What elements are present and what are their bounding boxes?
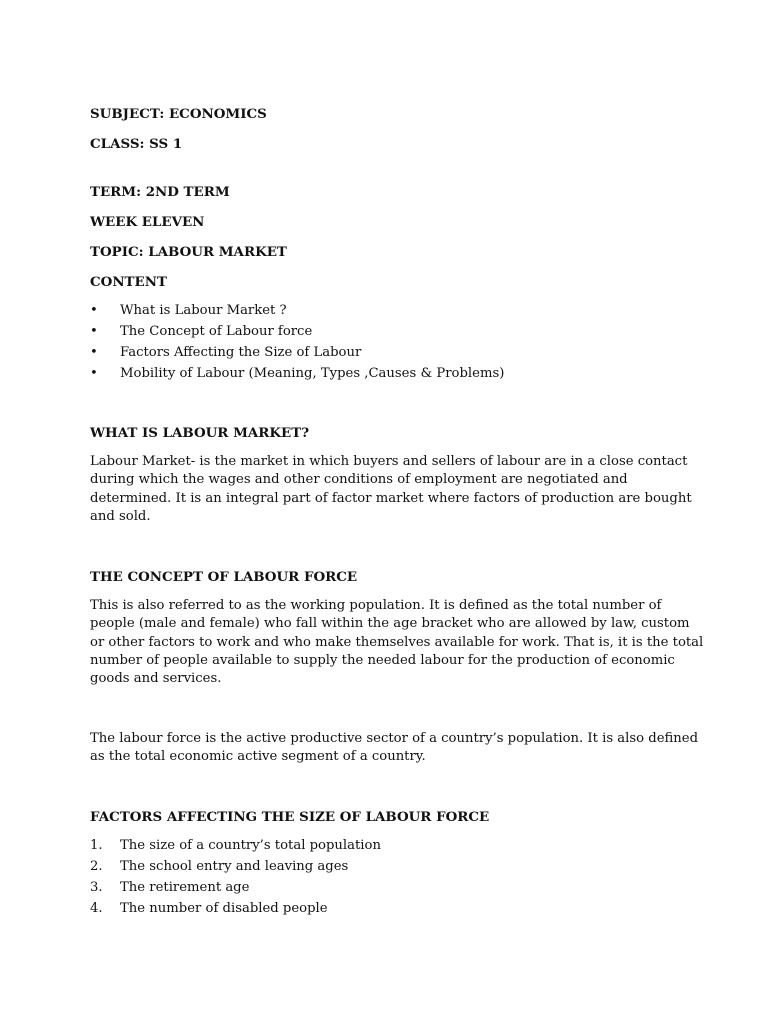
list-item-text: Mobility of Labour (Meaning, Types ,Causes & Problems) — [120, 366, 505, 381]
list-number: 1. — [90, 838, 103, 853]
week-line: WEEK ELEVEN — [90, 214, 205, 230]
paragraph-line: This is also referred to as the working population. It is defined as the total number of — [90, 598, 662, 613]
bullet-marker: • — [90, 366, 98, 381]
paragraph-line: The labour force is the active productive sector of a country’s population. It is also defined — [90, 731, 699, 746]
bullet-marker: • — [90, 345, 98, 360]
subject-line: SUBJECT: ECONOMICS — [90, 106, 267, 122]
list-item-text: The school entry and leaving ages — [120, 859, 349, 874]
labour-force-paragraph-1 — [90, 597, 704, 688]
list-item-text: The Concept of Labour force — [120, 324, 313, 339]
list-item-text: The retirement age — [120, 880, 250, 895]
list-item-text: The number of disabled people — [120, 901, 328, 916]
term-line: TERM: 2ND TERM — [90, 184, 230, 200]
paragraph-line: Labour Market- is the market in which buyers and sellers of labour are in a close contact — [90, 454, 688, 469]
class-line: CLASS: SS 1 — [90, 136, 183, 152]
paragraph-line: and sold. — [90, 508, 151, 524]
topic-line: TOPIC: LABOUR MARKET — [90, 244, 287, 260]
paragraph-line: number of people available to supply the needed labour for the production of economic — [90, 652, 675, 668]
list-number: 2. — [90, 859, 103, 874]
content-heading: CONTENT — [90, 274, 167, 290]
list-item-text: What is Labour Market ? — [120, 303, 287, 318]
list-item-text: The size of a country’s total population — [120, 838, 381, 853]
bullet-marker: • — [90, 303, 98, 318]
labour-force-heading: THE CONCEPT OF LABOUR FORCE — [90, 569, 358, 585]
list-item-text: Factors Affecting the Size of Labour — [120, 345, 362, 360]
paragraph-line: people (male and female) who fall within the age bracket who are allowed by law, custom — [90, 616, 690, 632]
list-number: 4. — [90, 901, 103, 916]
bullet-marker: • — [90, 324, 98, 339]
labour-market-paragraph — [90, 453, 692, 526]
paragraph-line: during which the wages and other conditions of employment are negotiated and — [90, 472, 628, 488]
labour-force-paragraph-2 — [90, 730, 699, 767]
paragraph-line: or other factors to work and who make themselves available for work. That is, it is the total — [90, 634, 704, 650]
list-number: 3. — [90, 880, 103, 895]
paragraph-line: as the total economic active segment of a country. — [90, 749, 426, 765]
paragraph-line: determined. It is an integral part of factor market where factors of production are bought — [90, 490, 692, 506]
paragraph-line: goods and services. — [90, 671, 222, 687]
labour-market-heading: WHAT IS LABOUR MARKET? — [90, 425, 310, 441]
factors-heading: FACTORS AFFECTING THE SIZE OF LABOUR FORCE — [90, 809, 490, 825]
